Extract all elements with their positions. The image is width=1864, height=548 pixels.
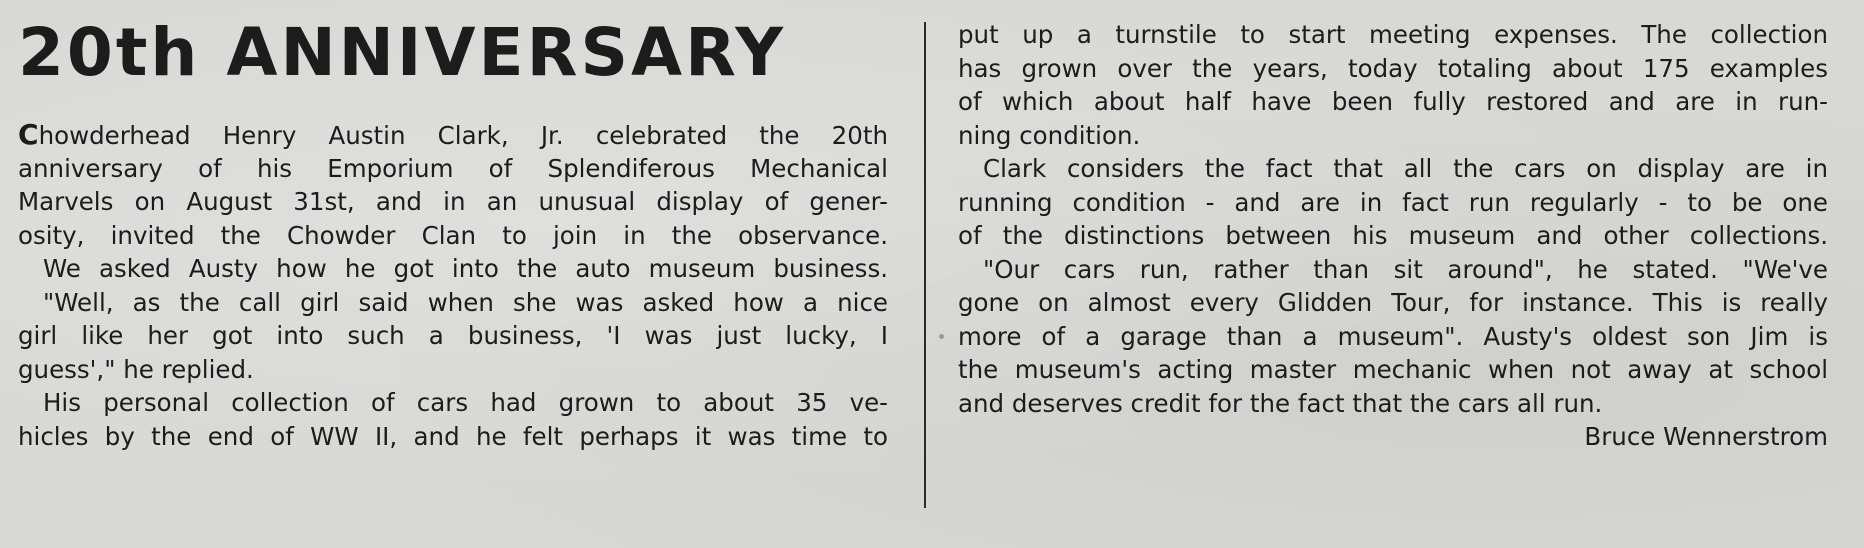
text-line: put up a turnstile to start meeting expenses. The collection (958, 20, 1828, 49)
drop-cap-letter: C (18, 118, 39, 151)
text-line: His personal collection of cars had grown to about 35 ve- (43, 388, 888, 417)
text-line: We asked Austy how he got into the auto museum business. (43, 254, 888, 283)
text-line: guess'," he replied. (18, 354, 254, 384)
text-line: gone on almost every Glidden Tour, for instance. This is really (958, 288, 1828, 317)
text-line: "Our cars run, rather than sit around", he stated. "We've (983, 254, 1828, 284)
drop-cap-rest: howderhead Henry Austin Clark, Jr. celebrated the 20th (38, 121, 888, 150)
right-column (958, 18, 1828, 454)
text-line: Marvels on August 31st, and in an unusual display of gener- (18, 187, 888, 216)
text-line: running condition - and are in fact run regularly - to be one (958, 187, 1828, 217)
text-line: "Well, as the call girl said when she was asked how a nice (43, 287, 888, 317)
text-line: osity, invited the Chowder Clan to join in the observance. (18, 220, 888, 250)
text-line: the museum's acting master mechanic when not away at school (958, 355, 1828, 384)
right-column-body (958, 18, 1828, 420)
text-line: of which about half have been fully restored and are in run- (958, 87, 1828, 116)
left-column-body (18, 118, 888, 453)
article-byline: Bruce Wennerstrom (1584, 422, 1828, 451)
column-divider (924, 22, 926, 508)
left-column (18, 10, 888, 453)
text-line: more of a garage than a museum". Austy's oldest son Jim is (958, 321, 1828, 351)
text-line: and deserves credit for the fact that the cars all run. (958, 388, 1603, 418)
print-speck (939, 334, 944, 339)
text-line (18, 118, 888, 152)
text-line: girl like her got into such a business, 'I was just lucky, I (18, 321, 888, 350)
text-line: of the distinctions between his museum and other collections. (958, 221, 1828, 250)
text-line: has grown over the years, today totaling about 175 examples (958, 53, 1828, 83)
text-line: anniversary of his Emporium of Splendiferous Mechanical (18, 153, 888, 183)
text-line: ning condition. (958, 120, 1141, 150)
text-line: Clark considers the fact that all the cars on display are in (983, 154, 1828, 183)
article-title: 20th ANNIVERSARY (18, 14, 787, 91)
text-line: hicles by the end of WW II, and he felt perhaps it was time to (18, 421, 888, 451)
